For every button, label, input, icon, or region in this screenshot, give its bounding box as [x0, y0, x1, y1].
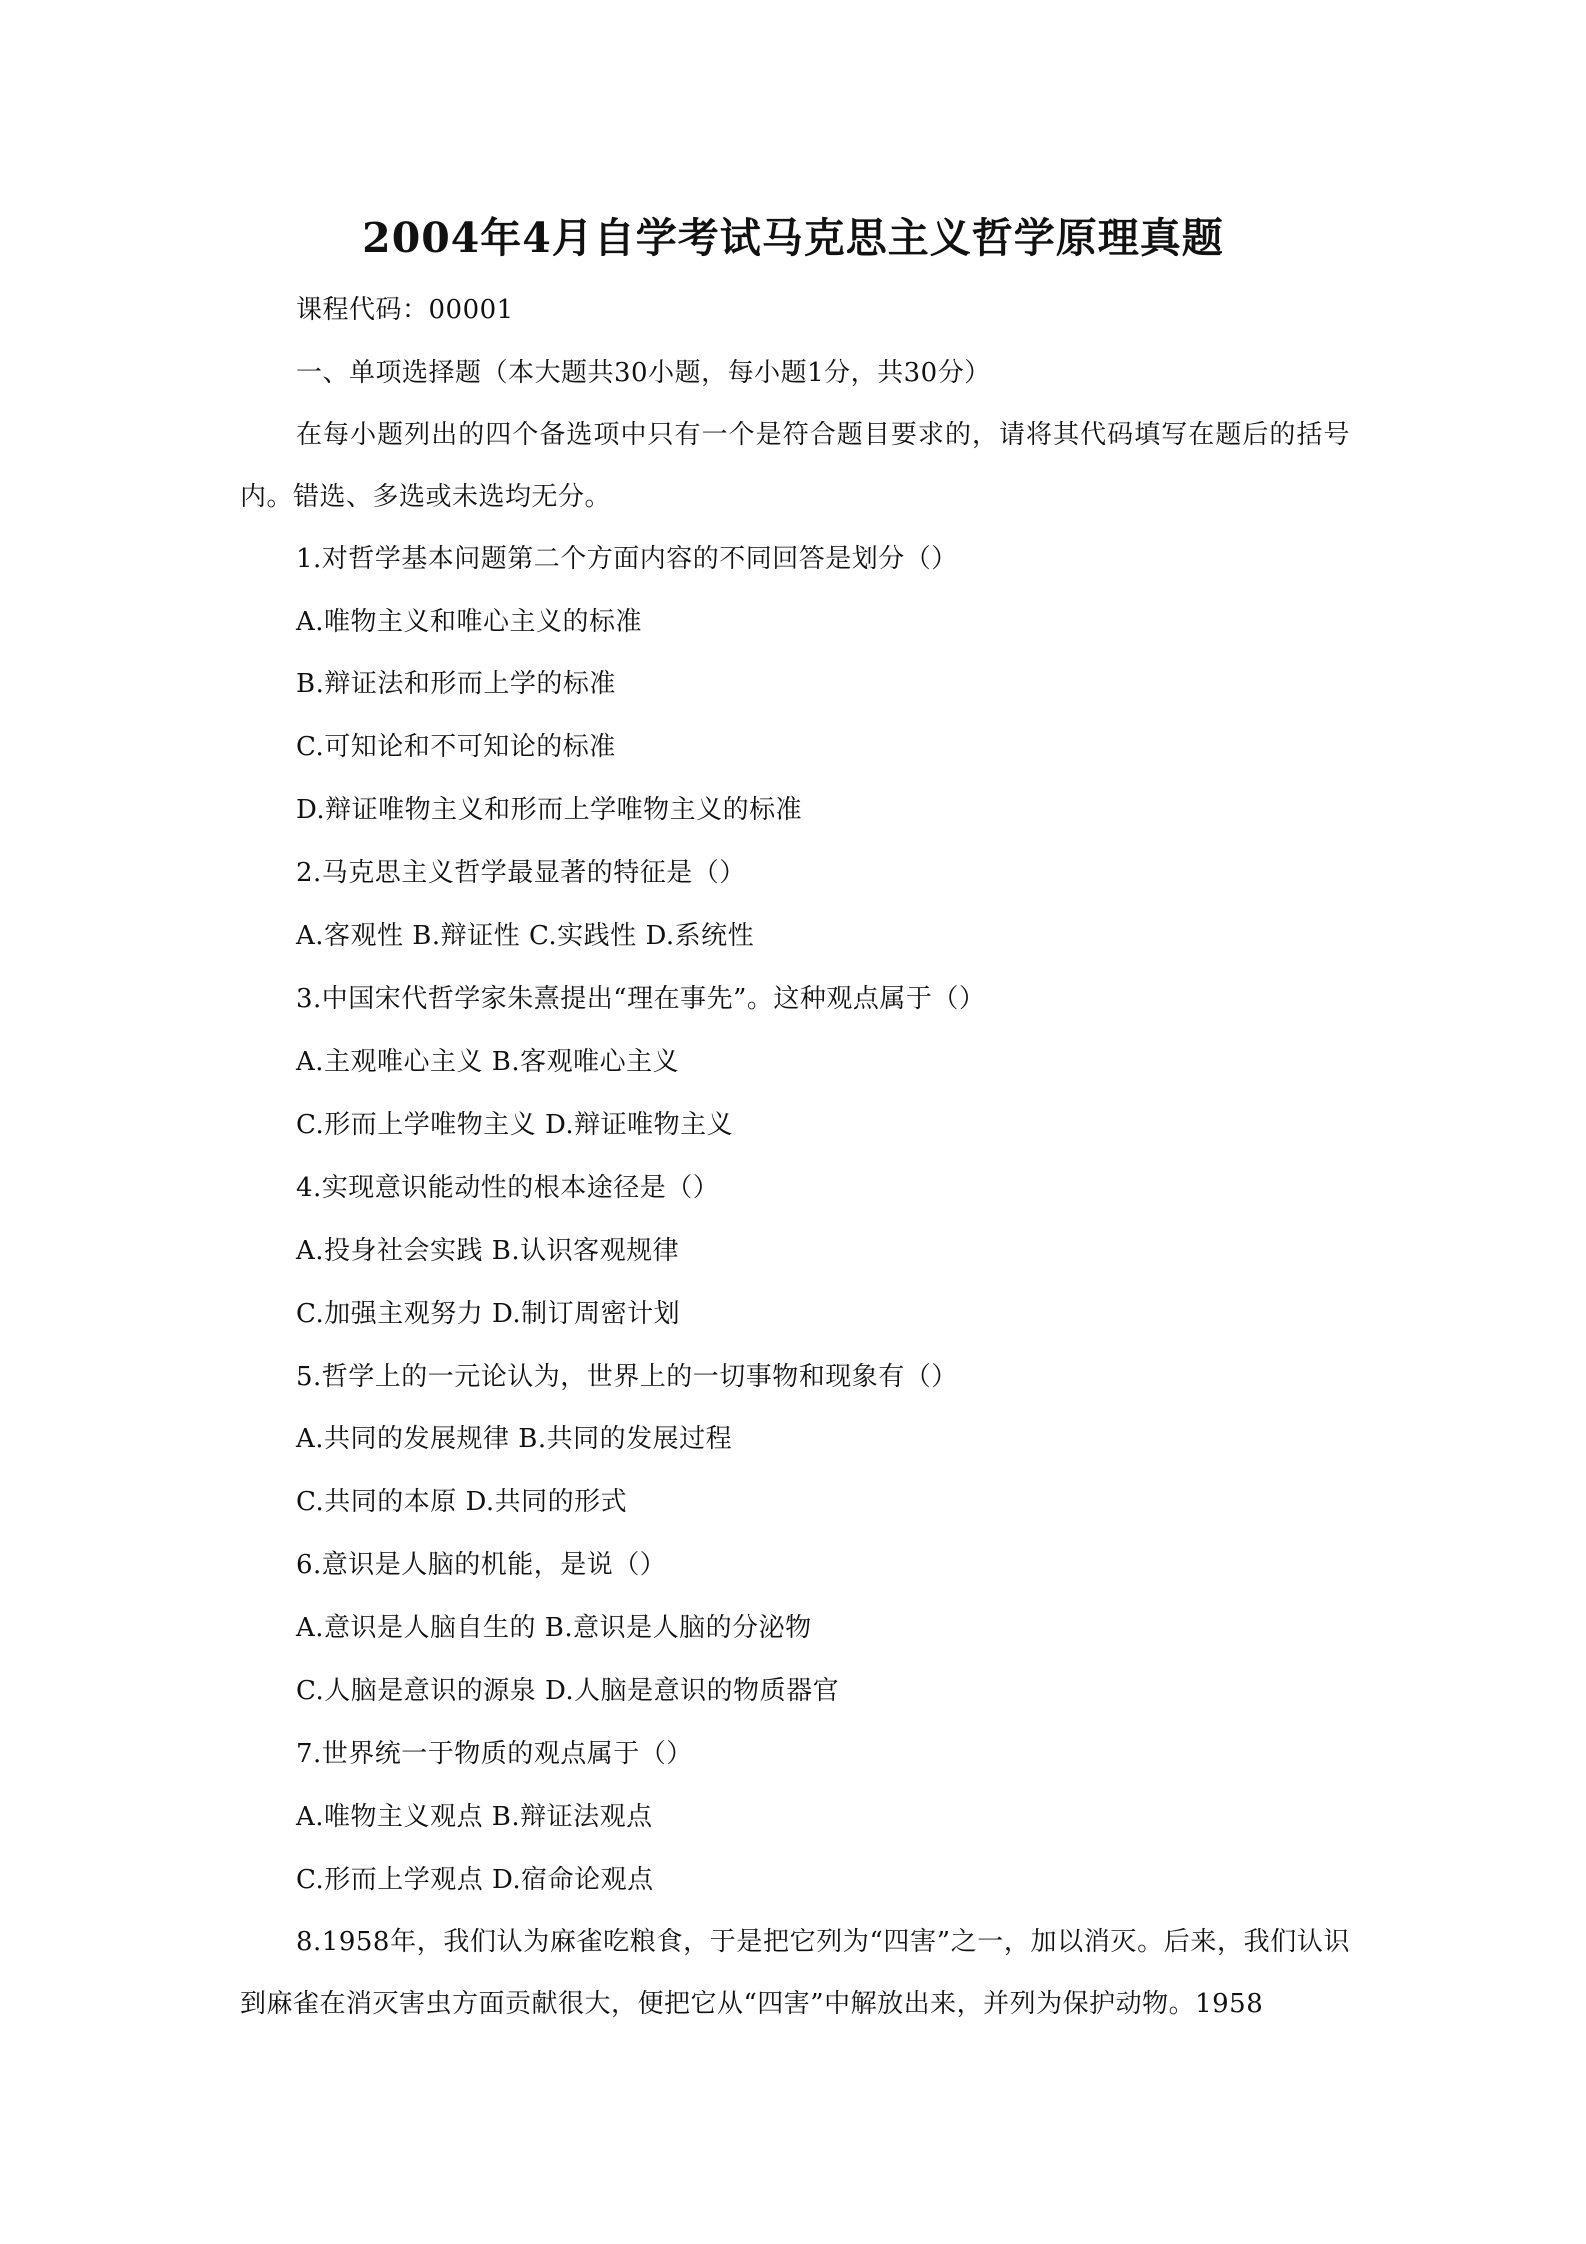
question-1-option-b: B.辩证法和形而上学的标准 — [296, 669, 616, 699]
question-1-option-d: D.辩证唯物主义和形而上学唯物主义的标准 — [296, 795, 803, 825]
question-6: 6.意识是人脑的机能，是说（） — [296, 1550, 667, 1580]
question-2-options: A.客观性 B.辩证性 C.实践性 D.系统性 — [296, 921, 755, 951]
question-6-options-ab: A.意识是人脑自生的 B.意识是人脑的分泌物 — [296, 1613, 812, 1643]
question-5-options-cd: C.共同的本原 D.共同的形式 — [296, 1487, 628, 1517]
question-7-options-ab: A.唯物主义观点 B.辩证法观点 — [296, 1802, 653, 1832]
question-4: 4.实现意识能动性的根本途径是（） — [296, 1173, 720, 1203]
question-3-options-cd: C.形而上学唯物主义 D.辩证唯物主义 — [296, 1110, 734, 1140]
question-5-options-ab: A.共同的发展规律 B.共同的发展过程 — [296, 1424, 733, 1454]
question-3-options-ab: A.主观唯心主义 B.客观唯心主义 — [296, 1047, 680, 1077]
course-code: 课程代码：00001 — [296, 295, 514, 325]
question-5: 5.哲学上的一元论认为，世界上的一切事物和现象有（） — [296, 1362, 958, 1392]
question-1-option-a: A.唯物主义和唯心主义的标准 — [296, 607, 643, 637]
question-1: 1.对哲学基本问题第二个方面内容的不同回答是划分（） — [296, 544, 958, 574]
question-8-paragraph: 8.1958年，我们认为麻雀吃粮食，于是把它列为“四害”之一，加以消灭。后来，我们认识到麻雀在消灭害虫方面贡献很大，便把它从“四害”中解放出来，并列为保护动物。1958 — [240, 1927, 1350, 2019]
question-1-option-c: C.可知论和不可知论的标准 — [296, 732, 616, 762]
question-6-options-cd: C.人脑是意识的源泉 D.人脑是意识的物质器官 — [296, 1676, 840, 1706]
instructions-paragraph: 在每小题列出的四个备选项中只有一个是符合题目要求的，请将其代码填写在题后的括号内。错选、多选或未选均无分。 — [240, 420, 1350, 512]
section-heading: 一、单项选择题（本大题共30小题，每小题1分，共30分） — [296, 358, 991, 388]
document-title: 2004年4月自学考试马克思主义哲学原理真题 — [362, 214, 1224, 262]
question-7: 7.世界统一于物质的观点属于（） — [296, 1739, 693, 1769]
question-4-options-cd: C.加强主观努力 D.制订周密计划 — [296, 1299, 681, 1329]
question-4-options-ab: A.投身社会实践 B.认识客观规律 — [296, 1236, 680, 1266]
question-7-options-cd: C.形而上学观点 D.宿命论观点 — [296, 1865, 654, 1895]
question-2: 2.马克思主义哲学最显著的特征是（） — [296, 858, 746, 888]
question-3: 3.中国宋代哲学家朱熹提出“理在事先”。这种观点属于（） — [296, 984, 986, 1014]
